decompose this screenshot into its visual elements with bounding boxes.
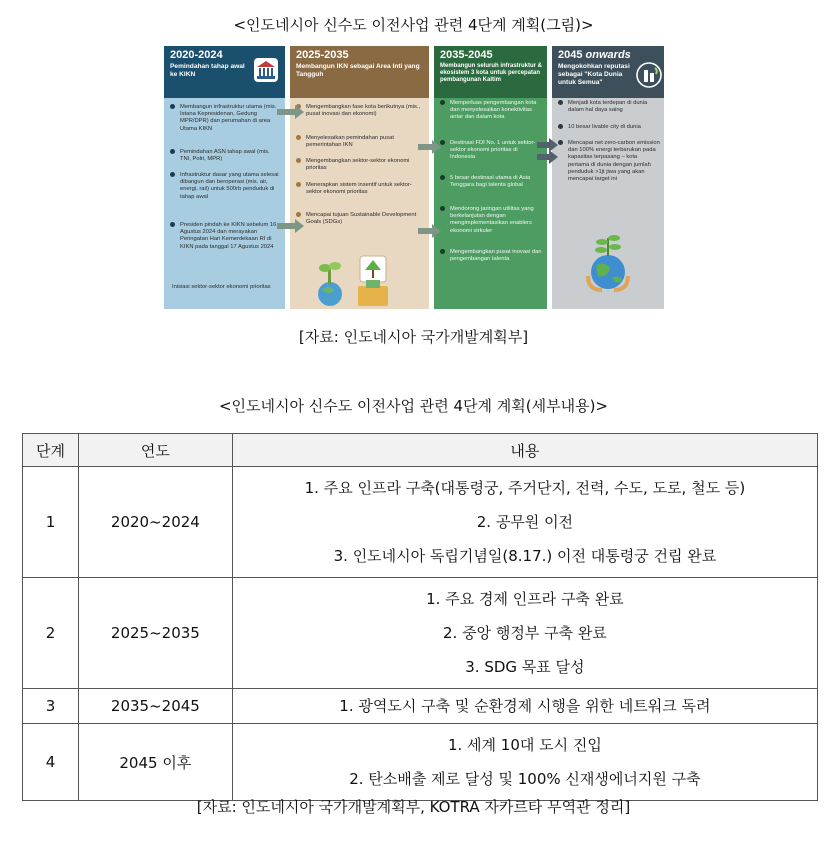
stage-body <box>164 98 285 309</box>
list-item: Menjadi kota terdepan di dunia dalam hal daya saing <box>557 100 660 114</box>
header-stage: 단계 <box>23 434 79 467</box>
list-item: Mendorong jaringan utilitas yang berkelanjutan dengan mengimplementasikan enablers ekonomi sirkuler <box>439 206 543 235</box>
table-row <box>23 467 818 578</box>
table-row <box>23 724 818 801</box>
list-item: Memperluas pengembangan kota dan menyelesaikan konektivitas antar dan dalam kota <box>439 100 543 122</box>
content-line: 3. 인도네시아 독립기념일(8.17.) 이전 대통령궁 건립 완료 <box>333 547 717 565</box>
header-content: 내용 <box>232 434 817 467</box>
plant-icon <box>314 250 394 308</box>
content-line: 1. 세계 10대 도시 진입 <box>447 736 602 754</box>
stage-year: 2025-2035 <box>296 49 349 61</box>
list-item: Mengembangkan pusat inovasi dan pengembangan talenta <box>439 249 543 263</box>
stage-header <box>290 46 429 98</box>
building-icon <box>636 62 662 88</box>
stage-body <box>552 98 664 309</box>
table-row <box>23 578 818 689</box>
list-item: Menerapkan sistem insentif untuk sektor-sektor ekonomi prioritas <box>295 182 425 196</box>
stage-column-3 <box>434 46 547 309</box>
list-item: Mencapai tujuan Sustainable Development Goals (SDGs) <box>295 212 425 226</box>
stage-cell: 3 <box>23 689 79 724</box>
list-item: Pemindahan ASN tahap awal (mis. TNI, Polri, MPR) <box>169 149 281 163</box>
stage-header <box>164 46 285 98</box>
stage-header <box>552 46 664 98</box>
content-cell <box>232 578 817 689</box>
header-year: 연도 <box>78 434 232 467</box>
stage-footer: Inisiasi sektor-sektor ekonomi prioritas <box>172 284 271 290</box>
stage-cell: 1 <box>23 467 79 578</box>
stage-column-1 <box>164 46 285 309</box>
stage-subtitle: Membangun seluruh infrastruktur & ekosistem 3 kota untuk percepatan pembangunan Kaltim <box>440 63 543 84</box>
list-item: Mengembangkan fase kota berikutnya (mis., pusat inovasi dan ekonomi) <box>295 104 425 118</box>
stage-body <box>290 98 429 309</box>
content-cell <box>232 689 817 724</box>
content-line: 1. 주요 경제 인프라 구축 완료 <box>426 590 624 608</box>
content-line: 1. 주요 인프라 구축(대통령궁, 주거단지, 전력, 수도, 도로, 철도 등) <box>304 479 746 497</box>
content-cell <box>232 467 817 578</box>
content-cell <box>232 724 817 801</box>
stage-column-4 <box>552 46 664 309</box>
table-header-row <box>23 434 818 467</box>
year-cell: 2020~2024 <box>78 467 232 578</box>
globe-plant-icon <box>578 226 638 292</box>
content-line: 2. 중앙 행정부 구축 완료 <box>443 624 607 642</box>
stage-subtitle: Pemindahan tahap awal ke KIKN <box>170 63 245 78</box>
list-item: Destinasi FDI No. 1 untuk sektor-sektor ekonomi prioritas di Indonesia <box>439 140 543 162</box>
four-stage-infographic <box>164 46 664 309</box>
content-line: 2. 탄소배출 제로 달성 및 100% 신재생에너지원 구축 <box>349 770 701 788</box>
list-item: Infrastruktur dasar yang utama selesai dibangun dan beroperasi (mis. air, energi, rail) untuk 500rb penduduk di tahap awal <box>169 172 281 201</box>
table-source: [자료: 인도네시아 국가개발계획부, KOTRA 자카르타 무역관 정리] <box>196 798 631 816</box>
list-item: Presiden pindah ke KIKN sebelum 16 Agustus 2024 dan merayakan Peringatan Hari Kemerdekaan RI di KIKN pada tanggal 17 Agustus 2024 <box>169 222 281 251</box>
stage-year: 2020-2024 <box>170 49 223 61</box>
palace-icon <box>254 58 278 82</box>
year-cell: 2025~2035 <box>78 578 232 689</box>
year-cell: 2035~2045 <box>78 689 232 724</box>
list-item: Menyelesaikan pemindahan pusat pemerintahan IKN <box>295 135 425 149</box>
stage-year: 2045 onwards <box>558 49 631 61</box>
stage-cell: 4 <box>23 724 79 801</box>
table-row <box>23 689 818 724</box>
content-line: 1. 광역도시 구축 및 순환경제 시행을 위한 네트워크 독려 <box>339 697 711 715</box>
figure-caption: <인도네시아 신수도 이전사업 관련 4단계 계획(그림)> <box>233 16 594 34</box>
list-item: Mencapai net zero-carbon emission dan 100% energi terbarukan pada kapasitas terpasang – kota pertama di dunia dengan jumlah penduduk >1jt jiwa yang akan mencapai target ini <box>557 140 660 183</box>
plan-table <box>22 433 818 801</box>
content-line: 2. 공무원 이전 <box>476 513 574 531</box>
stage-year: 2035-2045 <box>440 49 493 61</box>
stage-body <box>434 98 547 309</box>
stage-subtitle: Membangun IKN sebagai Area Inti yang Tangguh <box>296 63 420 78</box>
stage-subtitle: Mengokohkan reputasi sebagai "Kota Dunia untuk Semua" <box>558 63 630 86</box>
content-line: 3. SDG 목표 달성 <box>465 658 585 676</box>
list-item: Mengembangkan sektor-sektor ekonomi prioritas <box>295 158 425 172</box>
stage-header <box>434 46 547 98</box>
year-cell: 2045 이후 <box>78 724 232 801</box>
figure-source: [자료: 인도네시아 국가개발계획부] <box>298 328 529 346</box>
list-item: Membangun infrastruktur utama (mis. Istana Kepresidenan, Gedung MPR/DPR) dan perumahan di area Utama KIKN <box>169 104 281 133</box>
list-item: 5 besar destinasi utama di Asia Tenggara bagi talenta global <box>439 175 543 189</box>
stage-column-2 <box>290 46 429 309</box>
list-item: 10 besar livable city di dunia <box>557 124 660 131</box>
stage-cell: 2 <box>23 578 79 689</box>
table-caption: <인도네시아 신수도 이전사업 관련 4단계 계획(세부내용)> <box>218 397 608 415</box>
